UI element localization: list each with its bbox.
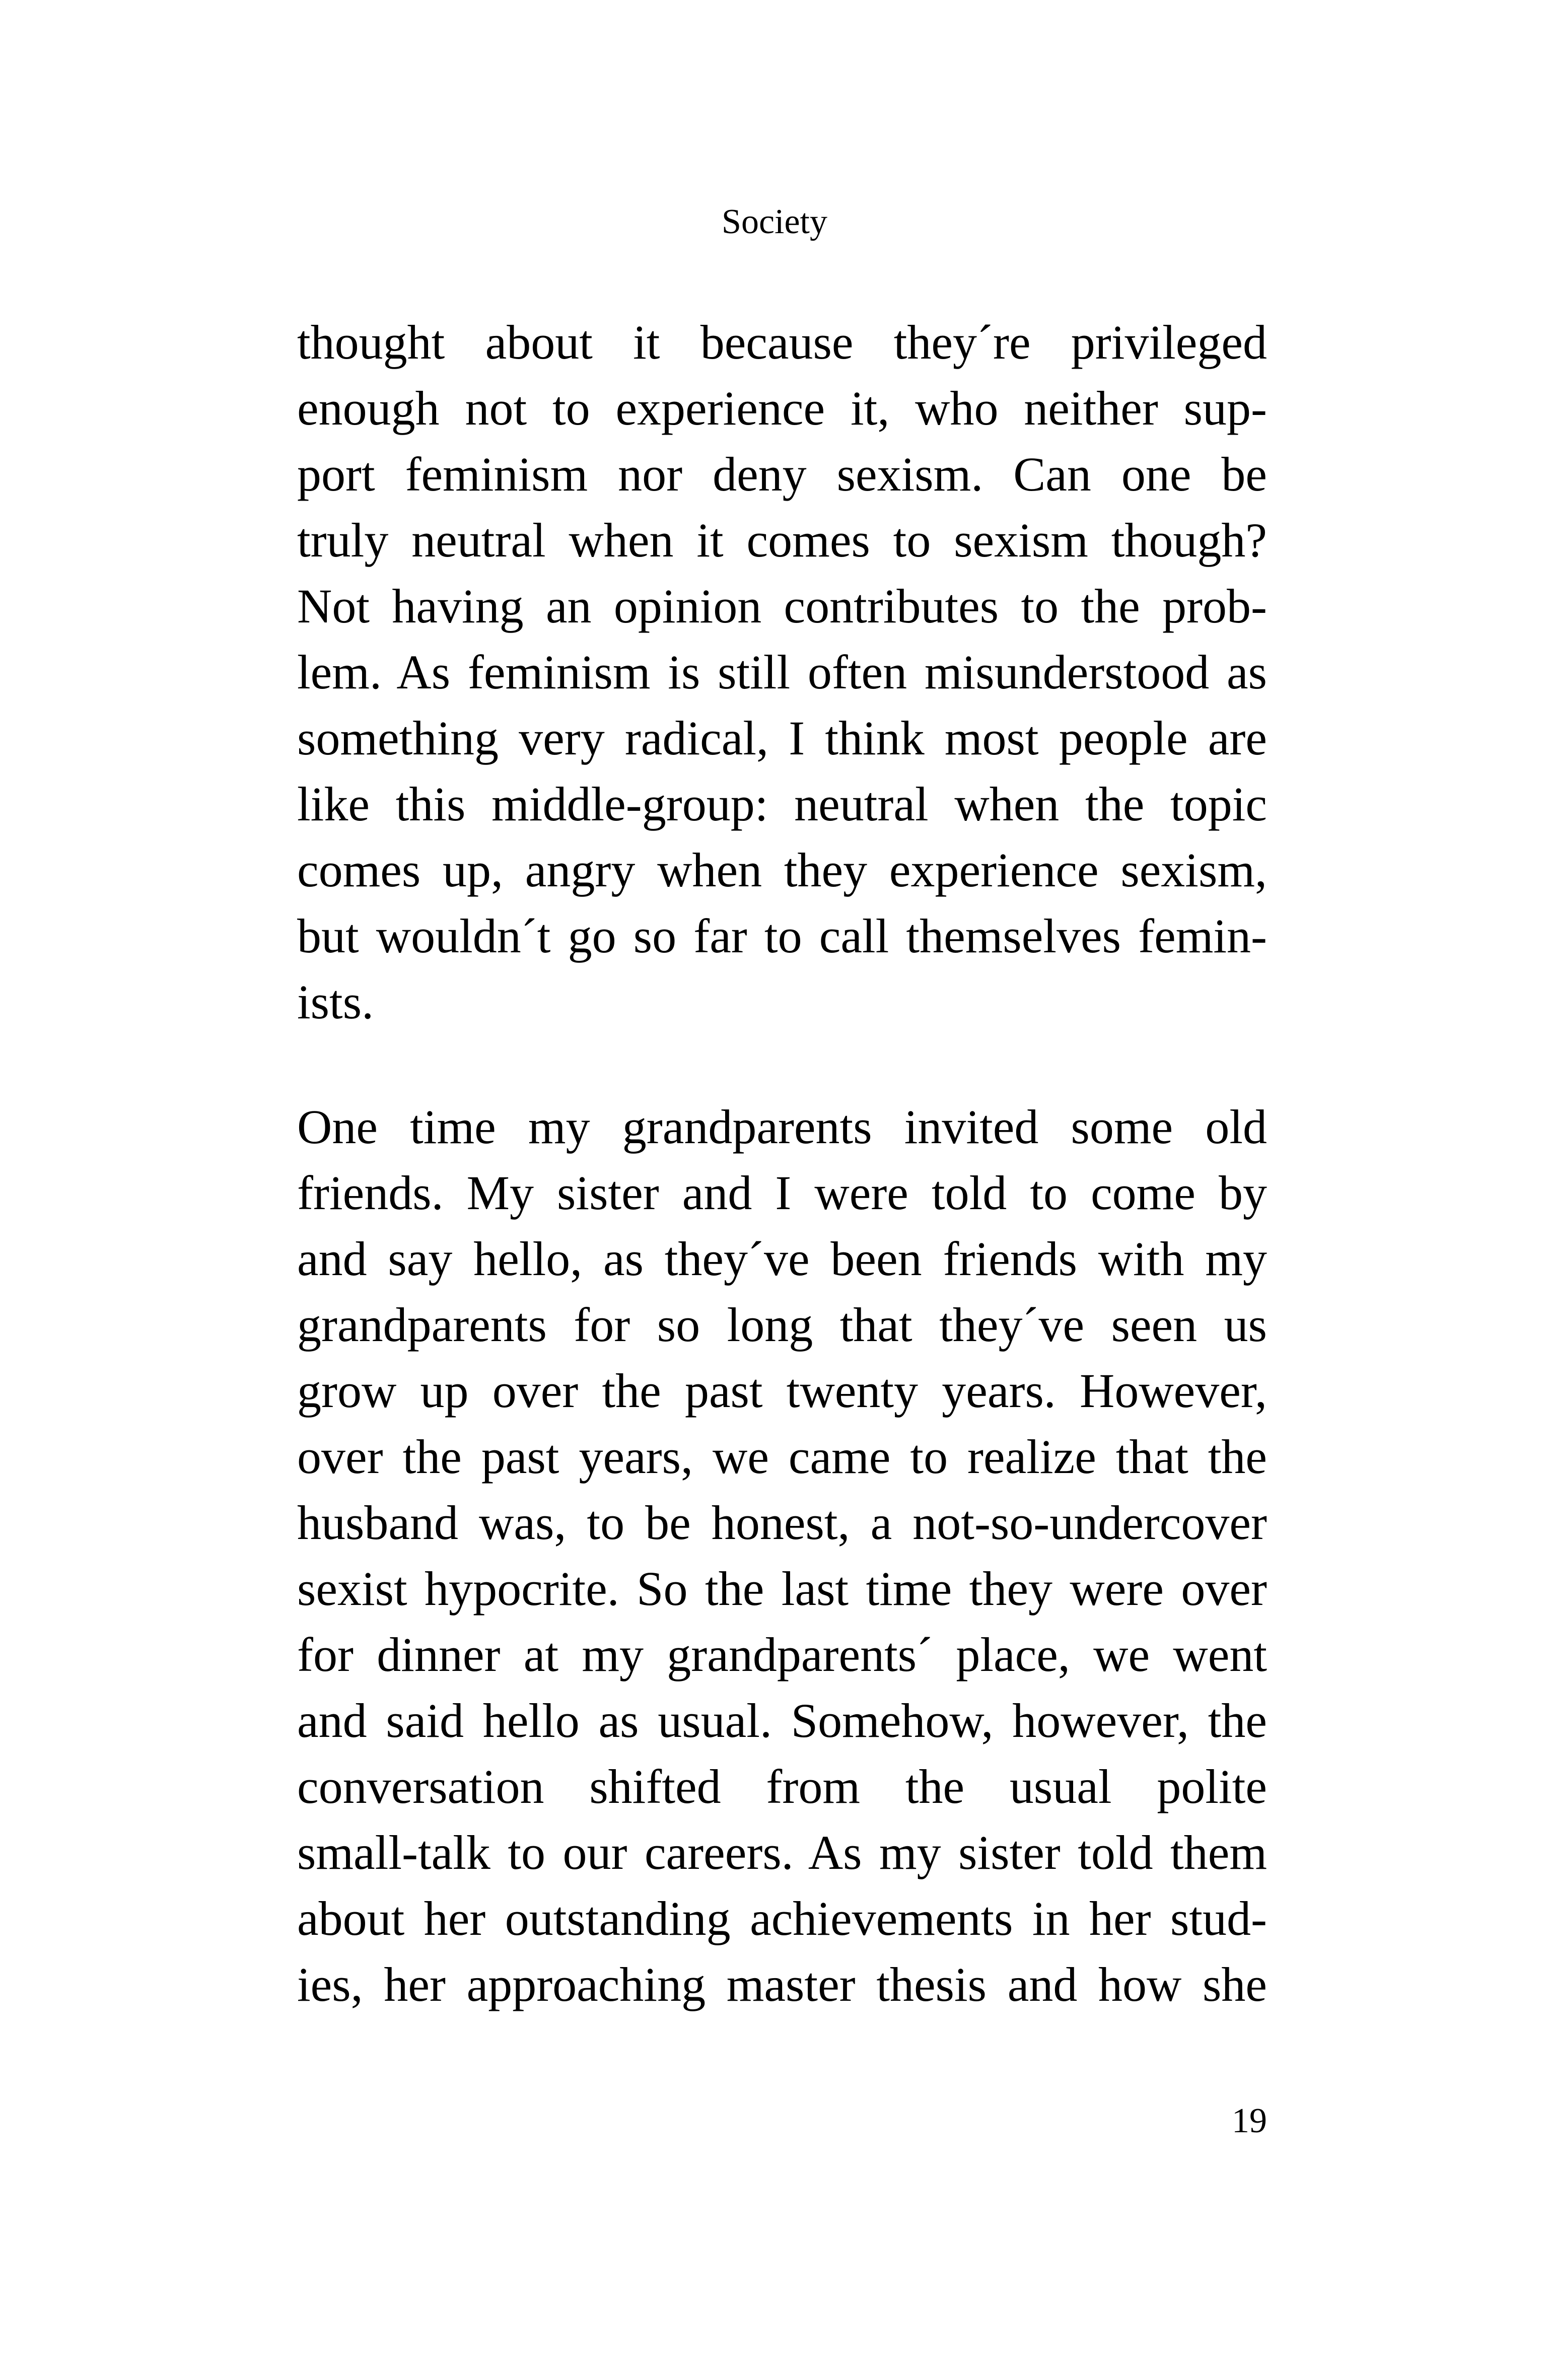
text-line: and said hello as usual. Somehow, however, the	[297, 1694, 1267, 1747]
text-line: and say hello, as they´ve been friends with my	[297, 1232, 1267, 1286]
text-line: port feminism nor deny sexism. Can one be	[297, 447, 1267, 501]
text-line: lem. As feminism is still often misunderstood as	[297, 645, 1267, 699]
running-header: Society	[722, 202, 827, 241]
text-line: truly neutral when it comes to sexism though?	[297, 513, 1267, 567]
text-line: sexist hypocrite. So the last time they were over	[297, 1562, 1267, 1616]
text-line: thought about it because they´re privileged	[297, 315, 1267, 369]
text-line: conversation shifted from the usual polite	[297, 1760, 1267, 1813]
paragraph-1	[297, 309, 1267, 1035]
text-line: ies, her approaching master thesis and how she	[297, 1957, 1267, 2011]
paragraph-2	[297, 1094, 1267, 2017]
text-line: but wouldn´t go so far to call themselves femin-	[297, 909, 1267, 963]
text-line: small-talk to our careers. As my sister told them	[297, 1826, 1267, 1879]
text-line: like this middle-group: neutral when the topic	[297, 777, 1267, 831]
text-line: comes up, angry when they experience sexism,	[297, 843, 1267, 897]
text-line: One time my grandparents invited some old	[297, 1100, 1267, 1154]
text-line: ists.	[297, 975, 374, 1029]
text-line: grow up over the past twenty years. However,	[297, 1364, 1267, 1418]
text-line: Not having an opinion contributes to the prob-	[297, 579, 1267, 633]
text-line: husband was, to be honest, a not-so-undercover	[297, 1496, 1267, 1550]
text-line: something very radical, I think most people are	[297, 711, 1267, 765]
text-line: enough not to experience it, who neither sup-	[297, 381, 1267, 435]
text-line: grandparents for so long that they´ve seen us	[297, 1298, 1267, 1352]
text-line: for dinner at my grandparents´ place, we went	[297, 1628, 1267, 1682]
text-line: about her outstanding achievements in her stud-	[297, 1892, 1267, 1945]
text-line: over the past years, we came to realize that the	[297, 1430, 1267, 1484]
text-line: friends. My sister and I were told to come by	[297, 1166, 1267, 1220]
page-number: 19	[1232, 2102, 1267, 2140]
